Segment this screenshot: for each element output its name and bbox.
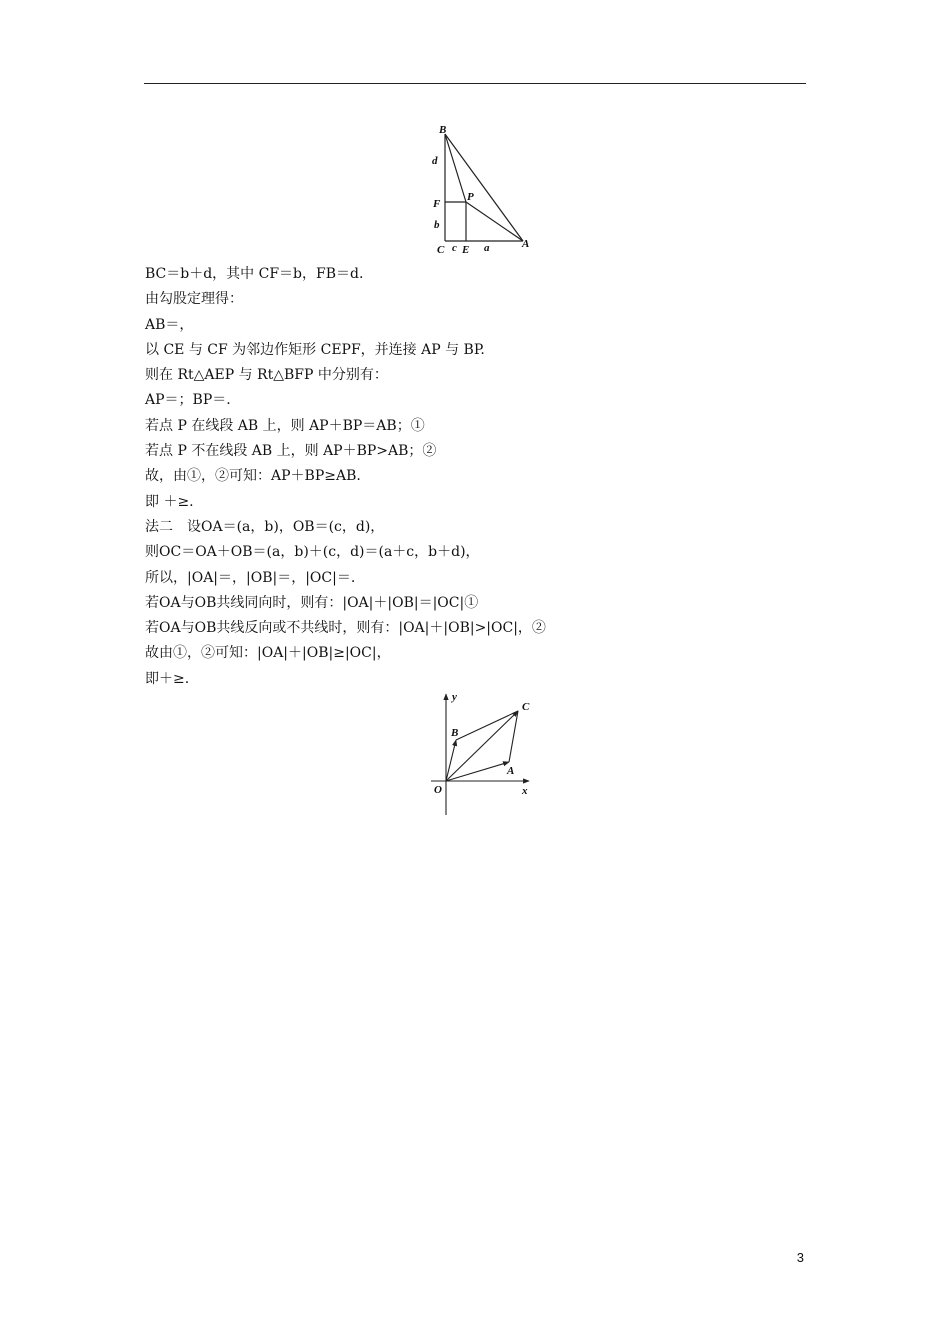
label-O: O xyxy=(434,784,442,796)
vector-figure xyxy=(425,688,540,818)
label-x: x xyxy=(522,785,528,797)
text-line: 法二 设OA＝(a，b)，OB＝(c，d)， xyxy=(145,518,385,535)
text-line: 所以，|OA|＝，|OB|＝，|OC|＝. xyxy=(145,569,356,586)
label-C: C xyxy=(437,244,445,256)
label-c: c xyxy=(452,242,457,254)
label-A: A xyxy=(507,765,515,777)
label-F: F xyxy=(433,198,441,210)
label-B: B xyxy=(439,124,447,136)
text-line: AP＝；BP＝. xyxy=(145,392,231,409)
segment-ap xyxy=(466,202,523,241)
text-line: AB＝， xyxy=(145,316,194,333)
label-d: d xyxy=(432,155,438,167)
vector-ob xyxy=(446,740,456,781)
text-line: 若点 P 不在线段 AB 上，则 AP＋BP>AB；② xyxy=(145,443,437,460)
text-line: 故，由①，②可知：AP＋BP≥AB. xyxy=(145,468,361,485)
label-P: P xyxy=(467,191,474,203)
label-y: y xyxy=(452,691,457,703)
segment-bc xyxy=(456,711,518,740)
text-body xyxy=(145,262,785,692)
text-line: 若OA与OB共线同向时，则有：|OA|＋|OB|＝|OC|① xyxy=(145,594,479,611)
segment-bp xyxy=(445,134,466,202)
text-line: 即＋≥. xyxy=(145,670,190,687)
label-b: b xyxy=(434,219,440,231)
text-line: 则OC＝OA＋OB＝(a，b)＋(c，d)＝(a＋c，b＋d)， xyxy=(145,544,480,561)
label-B: B xyxy=(451,727,459,739)
text-line: 则在 Rt△AEP 与 Rt△BFP 中分别有： xyxy=(145,367,388,384)
page-number: 3 xyxy=(796,1250,804,1265)
text-line: 故由①，②可知：|OA|＋|OB|≥|OC|， xyxy=(145,645,391,662)
text-line: 若点 P 在线段 AB 上，则 AP＋BP＝AB；① xyxy=(145,417,425,434)
text-line: 以 CE 与 CF 为邻边作矩形 CEPF，并连接 AP 与 BP. xyxy=(145,341,485,358)
header-rule xyxy=(144,83,806,84)
segment-ab xyxy=(445,134,523,241)
text-line: 由勾股定理得： xyxy=(145,291,243,308)
triangle-figure xyxy=(420,120,540,260)
label-A: A xyxy=(522,238,530,250)
text-line: 若OA与OB共线反向或不共线时，则有：|OA|＋|OB|>|OC|，② xyxy=(145,620,546,637)
text-line: BC＝b＋d，其中 CF＝b，FB＝d. xyxy=(145,266,364,282)
text-line: 即 ＋≥. xyxy=(145,493,194,510)
label-C: C xyxy=(522,701,530,713)
label-E: E xyxy=(462,244,470,256)
label-a: a xyxy=(484,242,490,254)
